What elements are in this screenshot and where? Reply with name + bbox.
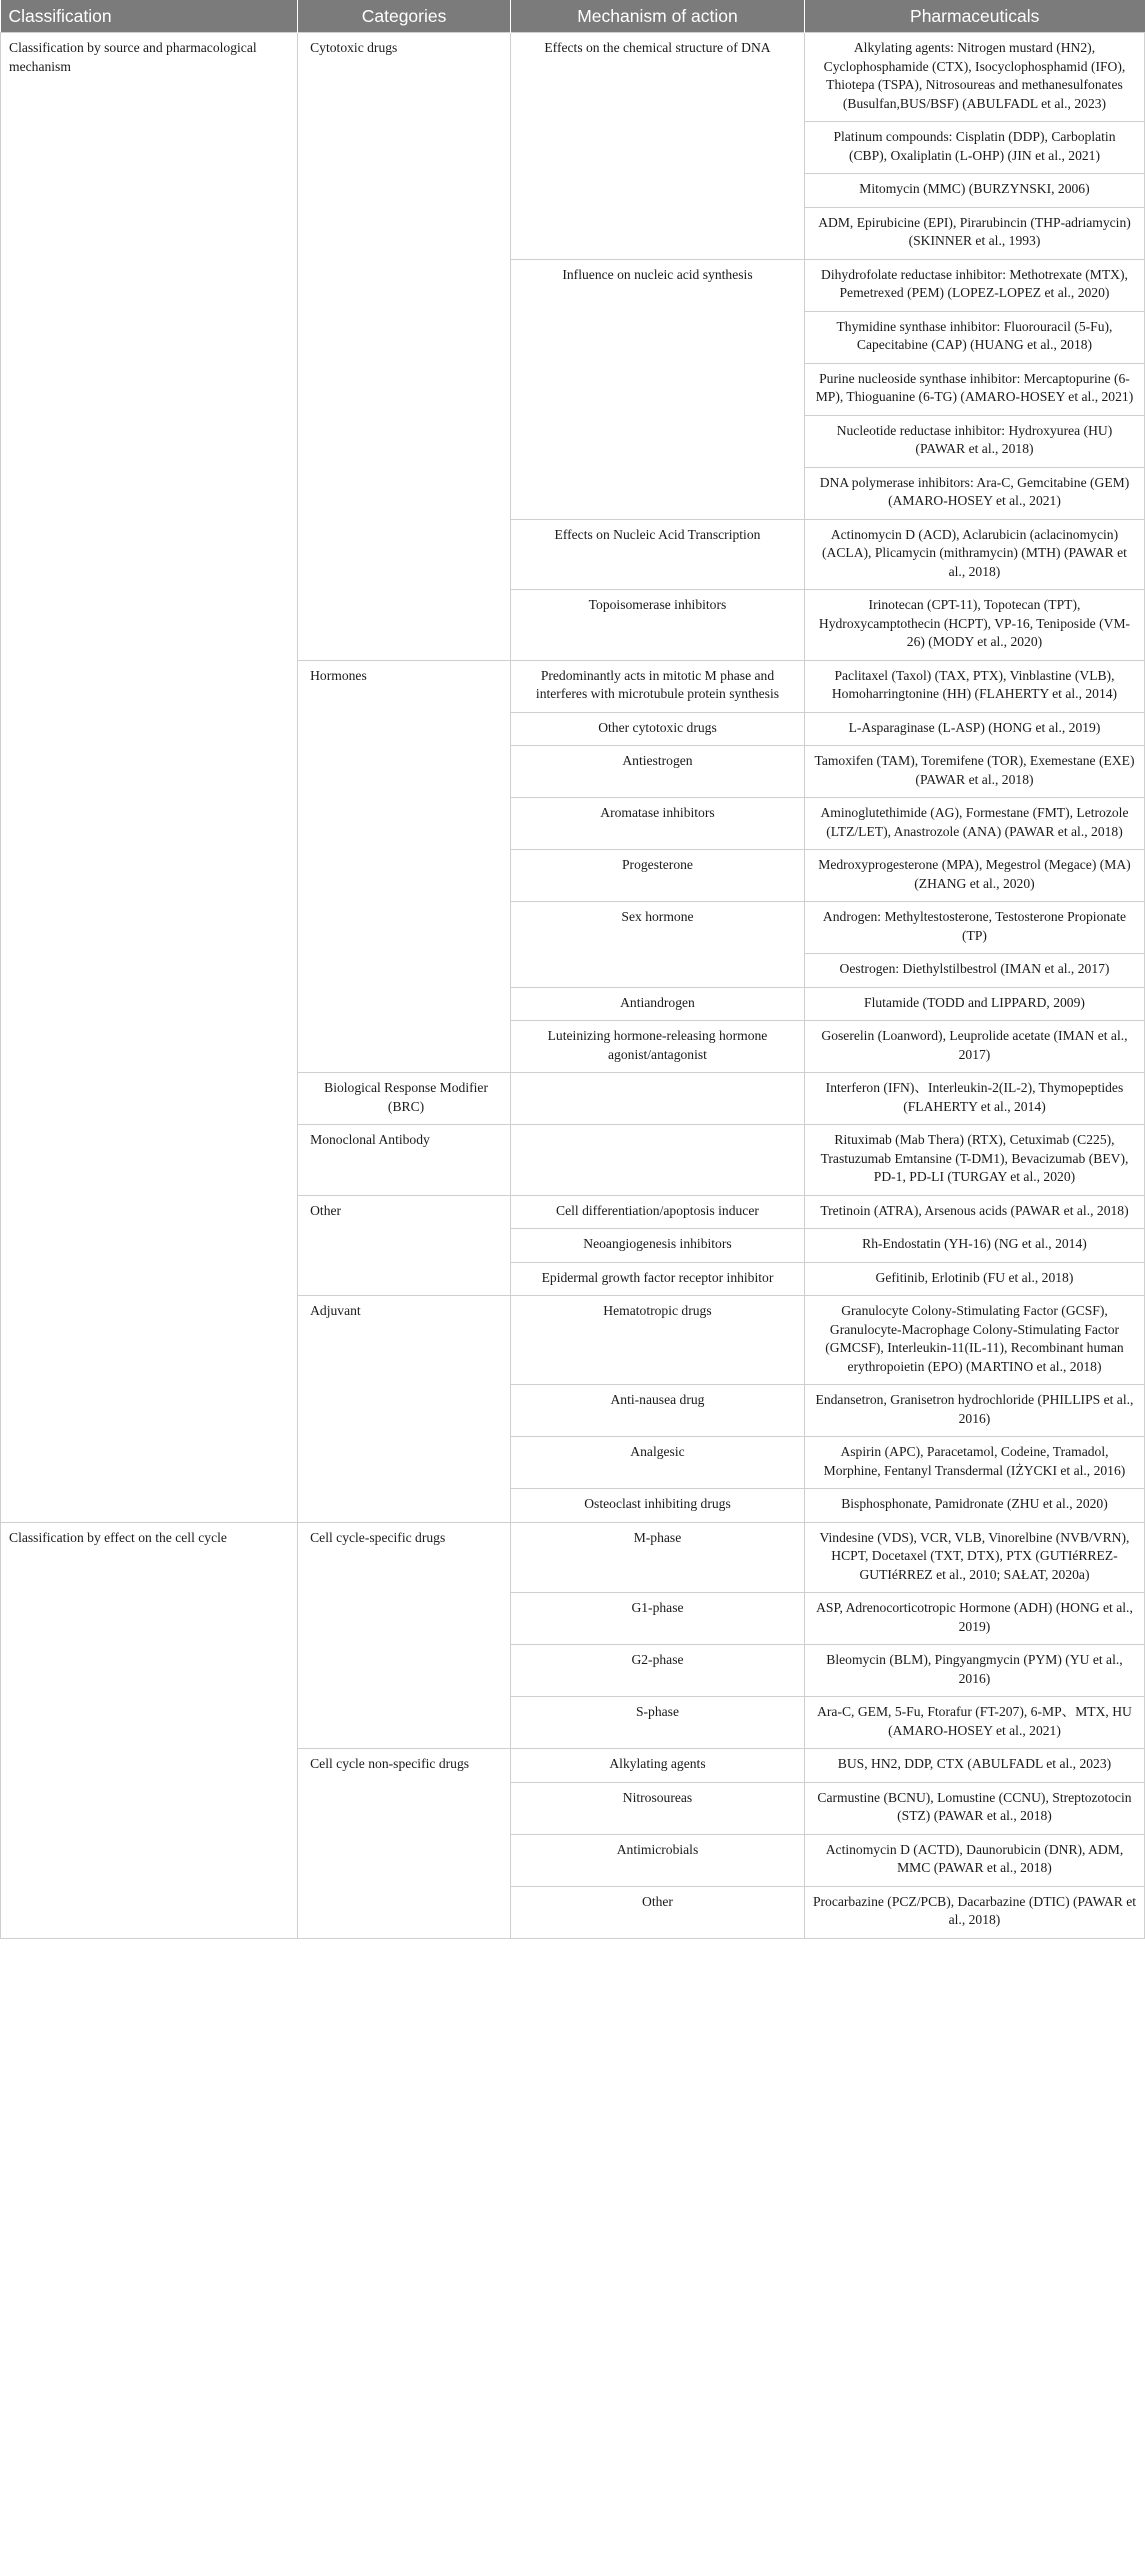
- pharmaceutical-cell: DNA polymerase inhibitors: Ara-C, Gemcitabine (GEM) (AMARO-HOSEY et al., 2021): [804, 467, 1144, 519]
- mechanism-cell: Topoisomerase inhibitors: [511, 590, 805, 661]
- mechanism-cell: Anti-nausea drug: [511, 1385, 805, 1437]
- table-row: [1, 1522, 1145, 1593]
- pharmaceutical-cell: Granulocyte Colony-Stimulating Factor (GCSF), Granulocyte-Macrophage Colony-Stimulating Factor (GMCSF), Interleukin-11(IL-11), Recombinant human erythropoietin (EPO) (MARTINO et al., 2018): [804, 1296, 1144, 1385]
- pharmaceutical-cell: Rituximab (Mab Thera) (RTX), Cetuximab (C225), Trastuzumab Emtansine (T-DM1), Bevacizumab (BEV), PD-1, PD-LI (TURGAY et al., 2020): [804, 1125, 1144, 1196]
- pharmaceutical-cell: Carmustine (BCNU), Lomustine (CCNU), Streptozotocin (STZ) (PAWAR et al., 2018): [804, 1782, 1144, 1834]
- pharmaceutical-cell: Flutamide (TODD and LIPPARD, 2009): [804, 987, 1144, 1021]
- category-cell: Other: [298, 1195, 511, 1296]
- mechanism-cell: Progesterone: [511, 850, 805, 902]
- mechanism-cell: Other cytotoxic drugs: [511, 712, 805, 746]
- category-cell: Monoclonal Antibody: [298, 1125, 511, 1196]
- mechanism-cell: Analgesic: [511, 1437, 805, 1489]
- mechanism-cell: Aromatase inhibitors: [511, 798, 805, 850]
- pharmaceutical-cell: Tretinoin (ATRA), Arsenous acids (PAWAR et al., 2018): [804, 1195, 1144, 1229]
- mechanism-cell: Antiandrogen: [511, 987, 805, 1021]
- mechanism-cell: Epidermal growth factor receptor inhibitor: [511, 1262, 805, 1296]
- pharmaceutical-cell: Platinum compounds: Cisplatin (DDP), Carboplatin (CBP), Oxaliplatin (L-OHP) (JIN et al., 2021): [804, 122, 1144, 174]
- pharmaceutical-cell: BUS, HN2, DDP, CTX (ABULFADL et al., 2023): [804, 1749, 1144, 1783]
- mechanism-cell: [511, 1125, 805, 1196]
- pharmaceutical-cell: Procarbazine (PCZ/PCB), Dacarbazine (DTIC) (PAWAR et al., 2018): [804, 1886, 1144, 1938]
- header-mechanism: Mechanism of action: [511, 0, 805, 33]
- pharmaceutical-cell: Vindesine (VDS), VCR, VLB, Vinorelbine (NVB/VRN), HCPT, Docetaxel (TXT, DTX), PTX (GUTIéRREZ-GUTIéRREZ et al., 2010; SAŁAT, 2020a): [804, 1522, 1144, 1593]
- category-cell: Adjuvant: [298, 1296, 511, 1523]
- classification-cell: Classification by effect on the cell cycle: [1, 1522, 298, 1938]
- header-pharmaceuticals: Pharmaceuticals: [804, 0, 1144, 33]
- mechanism-cell: Sex hormone: [511, 902, 805, 988]
- pharmaceutical-cell: Aspirin (APC), Paracetamol, Codeine, Tramadol, Morphine, Fentanyl Transdermal (IŻYCKI et al., 2016): [804, 1437, 1144, 1489]
- mechanism-cell: Neoangiogenesis inhibitors: [511, 1229, 805, 1263]
- pharmaceutical-cell: Dihydrofolate reductase inhibitor: Methotrexate (MTX), Pemetrexed (PEM) (LOPEZ-LOPEZ et al., 2020): [804, 259, 1144, 311]
- pharmaceutical-cell: Medroxyprogesterone (MPA), Megestrol (Megace) (MA) (ZHANG et al., 2020): [804, 850, 1144, 902]
- category-cell: Cell cycle-specific drugs: [298, 1522, 511, 1749]
- pharmaceutical-cell: Actinomycin D (ACTD), Daunorubicin (DNR), ADM, MMC (PAWAR et al., 2018): [804, 1834, 1144, 1886]
- mechanism-cell: Effects on Nucleic Acid Transcription: [511, 519, 805, 590]
- mechanism-cell: Influence on nucleic acid synthesis: [511, 259, 805, 519]
- mechanism-cell: S-phase: [511, 1697, 805, 1749]
- pharmaceutical-cell: Aminoglutethimide (AG), Formestane (FMT), Letrozole (LTZ/LET), Anastrozole (ANA) (PAWAR et al., 2018): [804, 798, 1144, 850]
- mechanism-cell: [511, 1073, 805, 1125]
- mechanism-cell: Hematotropic drugs: [511, 1296, 805, 1385]
- category-cell: Biological Response Modifier (BRC): [298, 1073, 511, 1125]
- mechanism-cell: Antimicrobials: [511, 1834, 805, 1886]
- classification-cell: Classification by source and pharmacological mechanism: [1, 33, 298, 1523]
- pharmaceutical-cell: Actinomycin D (ACD), Aclarubicin (aclacinomycin) (ACLA), Plicamycin (mithramycin) (MTH) (PAWAR et al., 2018): [804, 519, 1144, 590]
- pharmaceutical-cell: Gefitinib, Erlotinib (FU et al., 2018): [804, 1262, 1144, 1296]
- category-cell: Hormones: [298, 660, 511, 1073]
- header-row: [1, 0, 1145, 33]
- pharmaceutical-cell: Androgen: Methyltestosterone, Testosterone Propionate (TP): [804, 902, 1144, 954]
- pharmaceutical-cell: Interferon (IFN)、Interleukin-2(IL-2), Thymopeptides (FLAHERTY et al., 2014): [804, 1073, 1144, 1125]
- mechanism-cell: M-phase: [511, 1522, 805, 1593]
- mechanism-cell: Effects on the chemical structure of DNA: [511, 33, 805, 260]
- pharmaceutical-cell: Thymidine synthase inhibitor: Fluorouracil (5-Fu), Capecitabine (CAP) (HUANG et al., 2018): [804, 311, 1144, 363]
- mechanism-cell: Nitrosoureas: [511, 1782, 805, 1834]
- pharmaceutical-cell: Endansetron, Granisetron hydrochloride (PHILLIPS et al., 2016): [804, 1385, 1144, 1437]
- pharmaceutical-cell: ADM, Epirubicine (EPI), Pirarubincin (THP-adriamycin) (SKINNER et al., 1993): [804, 207, 1144, 259]
- pharmaceutical-cell: Alkylating agents: Nitrogen mustard (HN2), Cyclophosphamide (CTX), Isocyclophosphamid (IFO), Thiotepa (TSPA), Nitrosoureas and methanesulfonates (Busulfan,BUS/BSF) (ABULFADL et al., 2023): [804, 33, 1144, 122]
- pharmaceutical-cell: Oestrogen: Diethylstilbestrol (IMAN et al., 2017): [804, 954, 1144, 988]
- mechanism-cell: Osteoclast inhibiting drugs: [511, 1489, 805, 1523]
- pharmaceutical-cell: Mitomycin (MMC) (BURZYNSKI, 2006): [804, 174, 1144, 208]
- mechanism-cell: Other: [511, 1886, 805, 1938]
- pharmaceutical-cell: Rh-Endostatin (YH-16) (NG et al., 2014): [804, 1229, 1144, 1263]
- pharmaceutical-cell: Nucleotide reductase inhibitor: Hydroxyurea (HU) (PAWAR et al., 2018): [804, 415, 1144, 467]
- pharmaceutical-cell: Bleomycin (BLM), Pingyangmycin (PYM) (YU et al., 2016): [804, 1645, 1144, 1697]
- mechanism-cell: Luteinizing hormone-releasing hormone agonist/antagonist: [511, 1021, 805, 1073]
- table-body: [1, 33, 1145, 1939]
- pharmaceutical-cell: L-Asparaginase (L-ASP) (HONG et al., 2019): [804, 712, 1144, 746]
- header-categories: Categories: [298, 0, 511, 33]
- mechanism-cell: Cell differentiation/apoptosis inducer: [511, 1195, 805, 1229]
- category-cell: Cell cycle non-specific drugs: [298, 1749, 511, 1939]
- pharmaceutical-cell: Tamoxifen (TAM), Toremifene (TOR), Exemestane (EXE) (PAWAR et al., 2018): [804, 746, 1144, 798]
- header-classification: Classification: [1, 0, 298, 33]
- pharmaceutical-cell: Ara-C, GEM, 5-Fu, Ftorafur (FT-207), 6-MP、MTX, HU (AMARO-HOSEY et al., 2021): [804, 1697, 1144, 1749]
- pharmaceutical-cell: Purine nucleoside synthase inhibitor: Mercaptopurine (6-MP), Thioguanine (6-TG) (AMARO-HOSEY et al., 2021): [804, 363, 1144, 415]
- pharmaceutical-cell: ASP, Adrenocorticotropic Hormone (ADH) (HONG et al., 2019): [804, 1593, 1144, 1645]
- pharmaceutical-cell: Irinotecan (CPT-11), Topotecan (TPT), Hydroxycamptothecin (HCPT), VP-16, Teniposide (VM-26) (MODY et al., 2020): [804, 590, 1144, 661]
- mechanism-cell: G1-phase: [511, 1593, 805, 1645]
- mechanism-cell: Predominantly acts in mitotic M phase and interferes with microtubule protein synthesis: [511, 660, 805, 712]
- mechanism-cell: Antiestrogen: [511, 746, 805, 798]
- pharmaceutical-cell: Paclitaxel (Taxol) (TAX, PTX), Vinblastine (VLB), Homoharringtonine (HH) (FLAHERTY et al., 2014): [804, 660, 1144, 712]
- pharmaceutical-cell: Bisphosphonate, Pamidronate (ZHU et al., 2020): [804, 1489, 1144, 1523]
- mechanism-cell: G2-phase: [511, 1645, 805, 1697]
- mechanism-cell: Alkylating agents: [511, 1749, 805, 1783]
- table-row: [1, 33, 1145, 122]
- pharmaceutical-cell: Goserelin (Loanword), Leuprolide acetate (IMAN et al., 2017): [804, 1021, 1144, 1073]
- category-cell: Cytotoxic drugs: [298, 33, 511, 661]
